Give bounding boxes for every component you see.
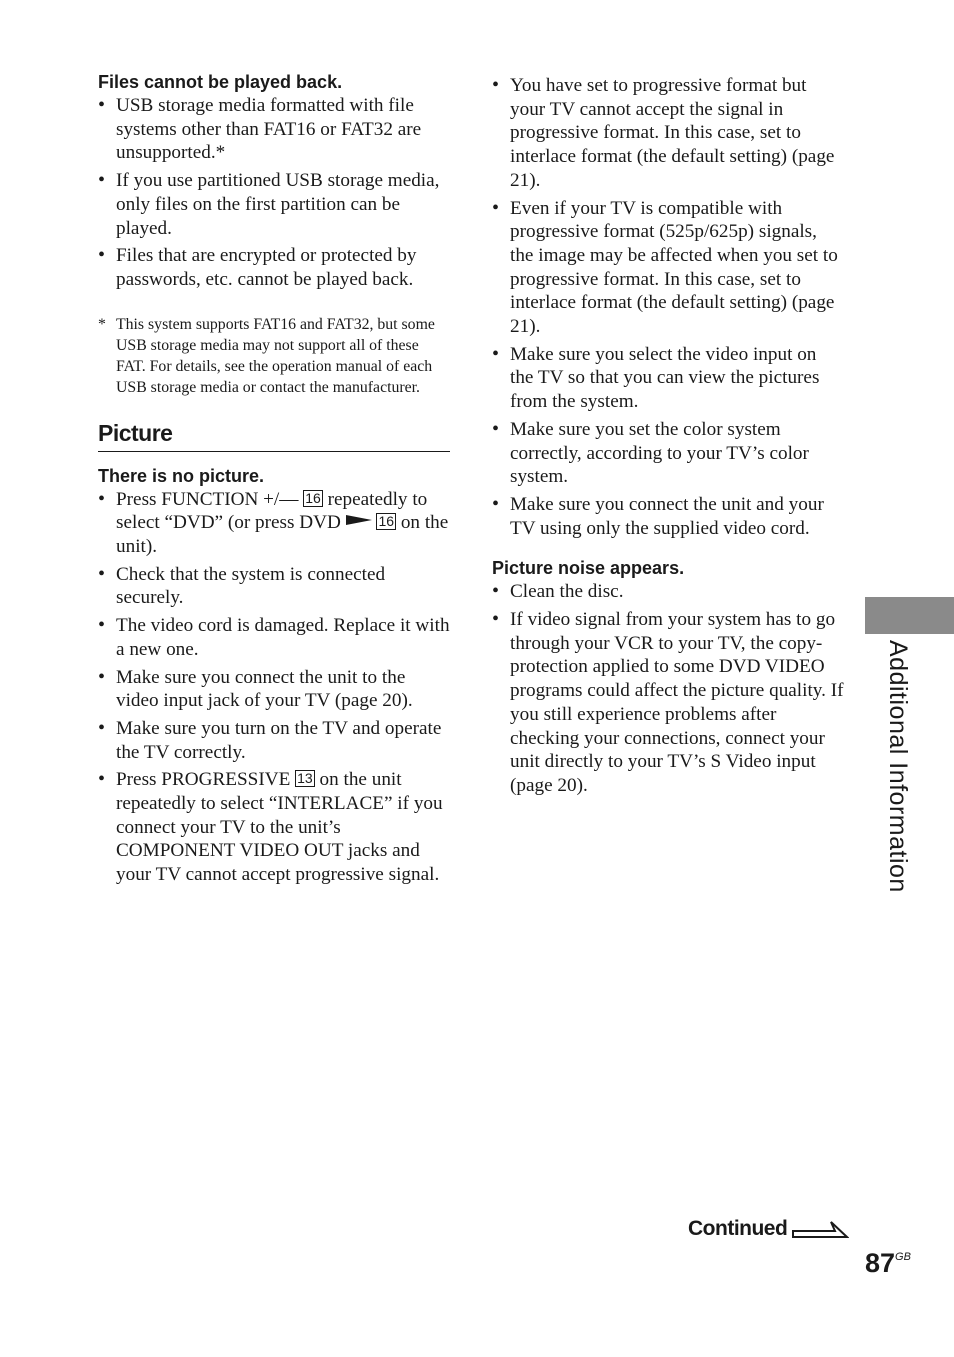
list-item: • The video cord is damaged. Replace it with a new one. xyxy=(98,614,450,661)
button-number-16: 16 xyxy=(305,489,321,506)
button-number-13: 13 xyxy=(297,770,313,787)
list-item: • Make sure you connect the unit and your TV using only the supplied video cord. xyxy=(492,493,844,540)
list-item: • USB storage media formatted with file systems other than FAT16 or FAT32 are unsupported.* xyxy=(98,94,450,165)
noise-list xyxy=(492,580,844,797)
list-item: • If video signal from your system has to go through your VCR to your TV, the copy-protection applied to some DVD VIDEO programs could affect the picture quality. If you still experience problems after checking your connections, connect your unit directly to your TV’s S Video input (page 20). xyxy=(492,608,844,798)
list-item: • You have set to progressive format but your TV cannot accept the signal in progressive format. In this case, set to interlace format (the default setting) (page 21). xyxy=(492,74,844,193)
no-picture-list-continued xyxy=(492,74,844,540)
no-picture-list xyxy=(98,488,450,887)
list-item: • Make sure you select the video input on the TV so that you can view the pictures from the system. xyxy=(492,343,844,414)
list-item: • Check that the system is connected securely. xyxy=(98,563,450,610)
section-title: Picture xyxy=(98,420,450,452)
play-icon xyxy=(346,513,372,527)
right-column xyxy=(492,74,844,802)
page-number: $87^{GB}$ xyxy=(865,1248,911,1278)
list-item: • Press FUNCTION +/— 16 repeatedly to select “DVD” (or press DVD 16 on the unit). xyxy=(98,488,450,559)
button-number-16: 16 xyxy=(378,513,395,530)
section-tab xyxy=(865,597,954,634)
files-heading: Files cannot be played back. xyxy=(98,72,343,92)
list-item: • Make sure you set the color system correctly, according to your TV’s color system. xyxy=(492,418,844,489)
page-suffix: GB xyxy=(895,1251,911,1263)
footnote xyxy=(98,314,450,398)
list-item: • Clean the disc. xyxy=(492,580,844,604)
files-list xyxy=(98,94,450,292)
no-picture-heading: There is no picture. xyxy=(98,465,265,486)
continued-arrow-icon xyxy=(791,1218,849,1240)
list-item: • Files that are encrypted or protected by passwords, etc. cannot be played back. xyxy=(98,244,450,291)
noise-heading: Picture noise appears. xyxy=(492,558,685,579)
continued-label: Continued xyxy=(688,1217,788,1240)
list-item: • Even if your TV is compatible with progressive format (525p/625p) signals, the image may be affected when you set to progressive format. In this case, set to interlace format (the default setting) (page 21). xyxy=(492,197,844,339)
continued-indicator xyxy=(688,1217,849,1241)
list-item: • Make sure you turn on the TV and operate the TV correctly. xyxy=(98,717,450,764)
side-section-label: Additional Information xyxy=(884,640,912,893)
footnote-mark: * xyxy=(98,315,106,333)
list-item: • If you use partitioned USB storage media, only files on the first partition can be played. xyxy=(98,169,450,240)
list-item: • Make sure you connect the unit to the video input jack of your TV (page 20). xyxy=(98,666,450,713)
left-column xyxy=(98,70,450,891)
list-item: • Press PROGRESSIVE 13 on the unit repeatedly to select “INTERLACE” if you connect your TV to the unit’s COMPONENT VIDEO OUT jacks and your TV cannot accept progressive signal. xyxy=(98,768,450,887)
footnote-text: This system supports FAT16 and FAT32, but some USB storage media may not support all of these FAT. For details, see the operation manual of each USB storage media or contact the manufacturer. xyxy=(116,315,435,396)
